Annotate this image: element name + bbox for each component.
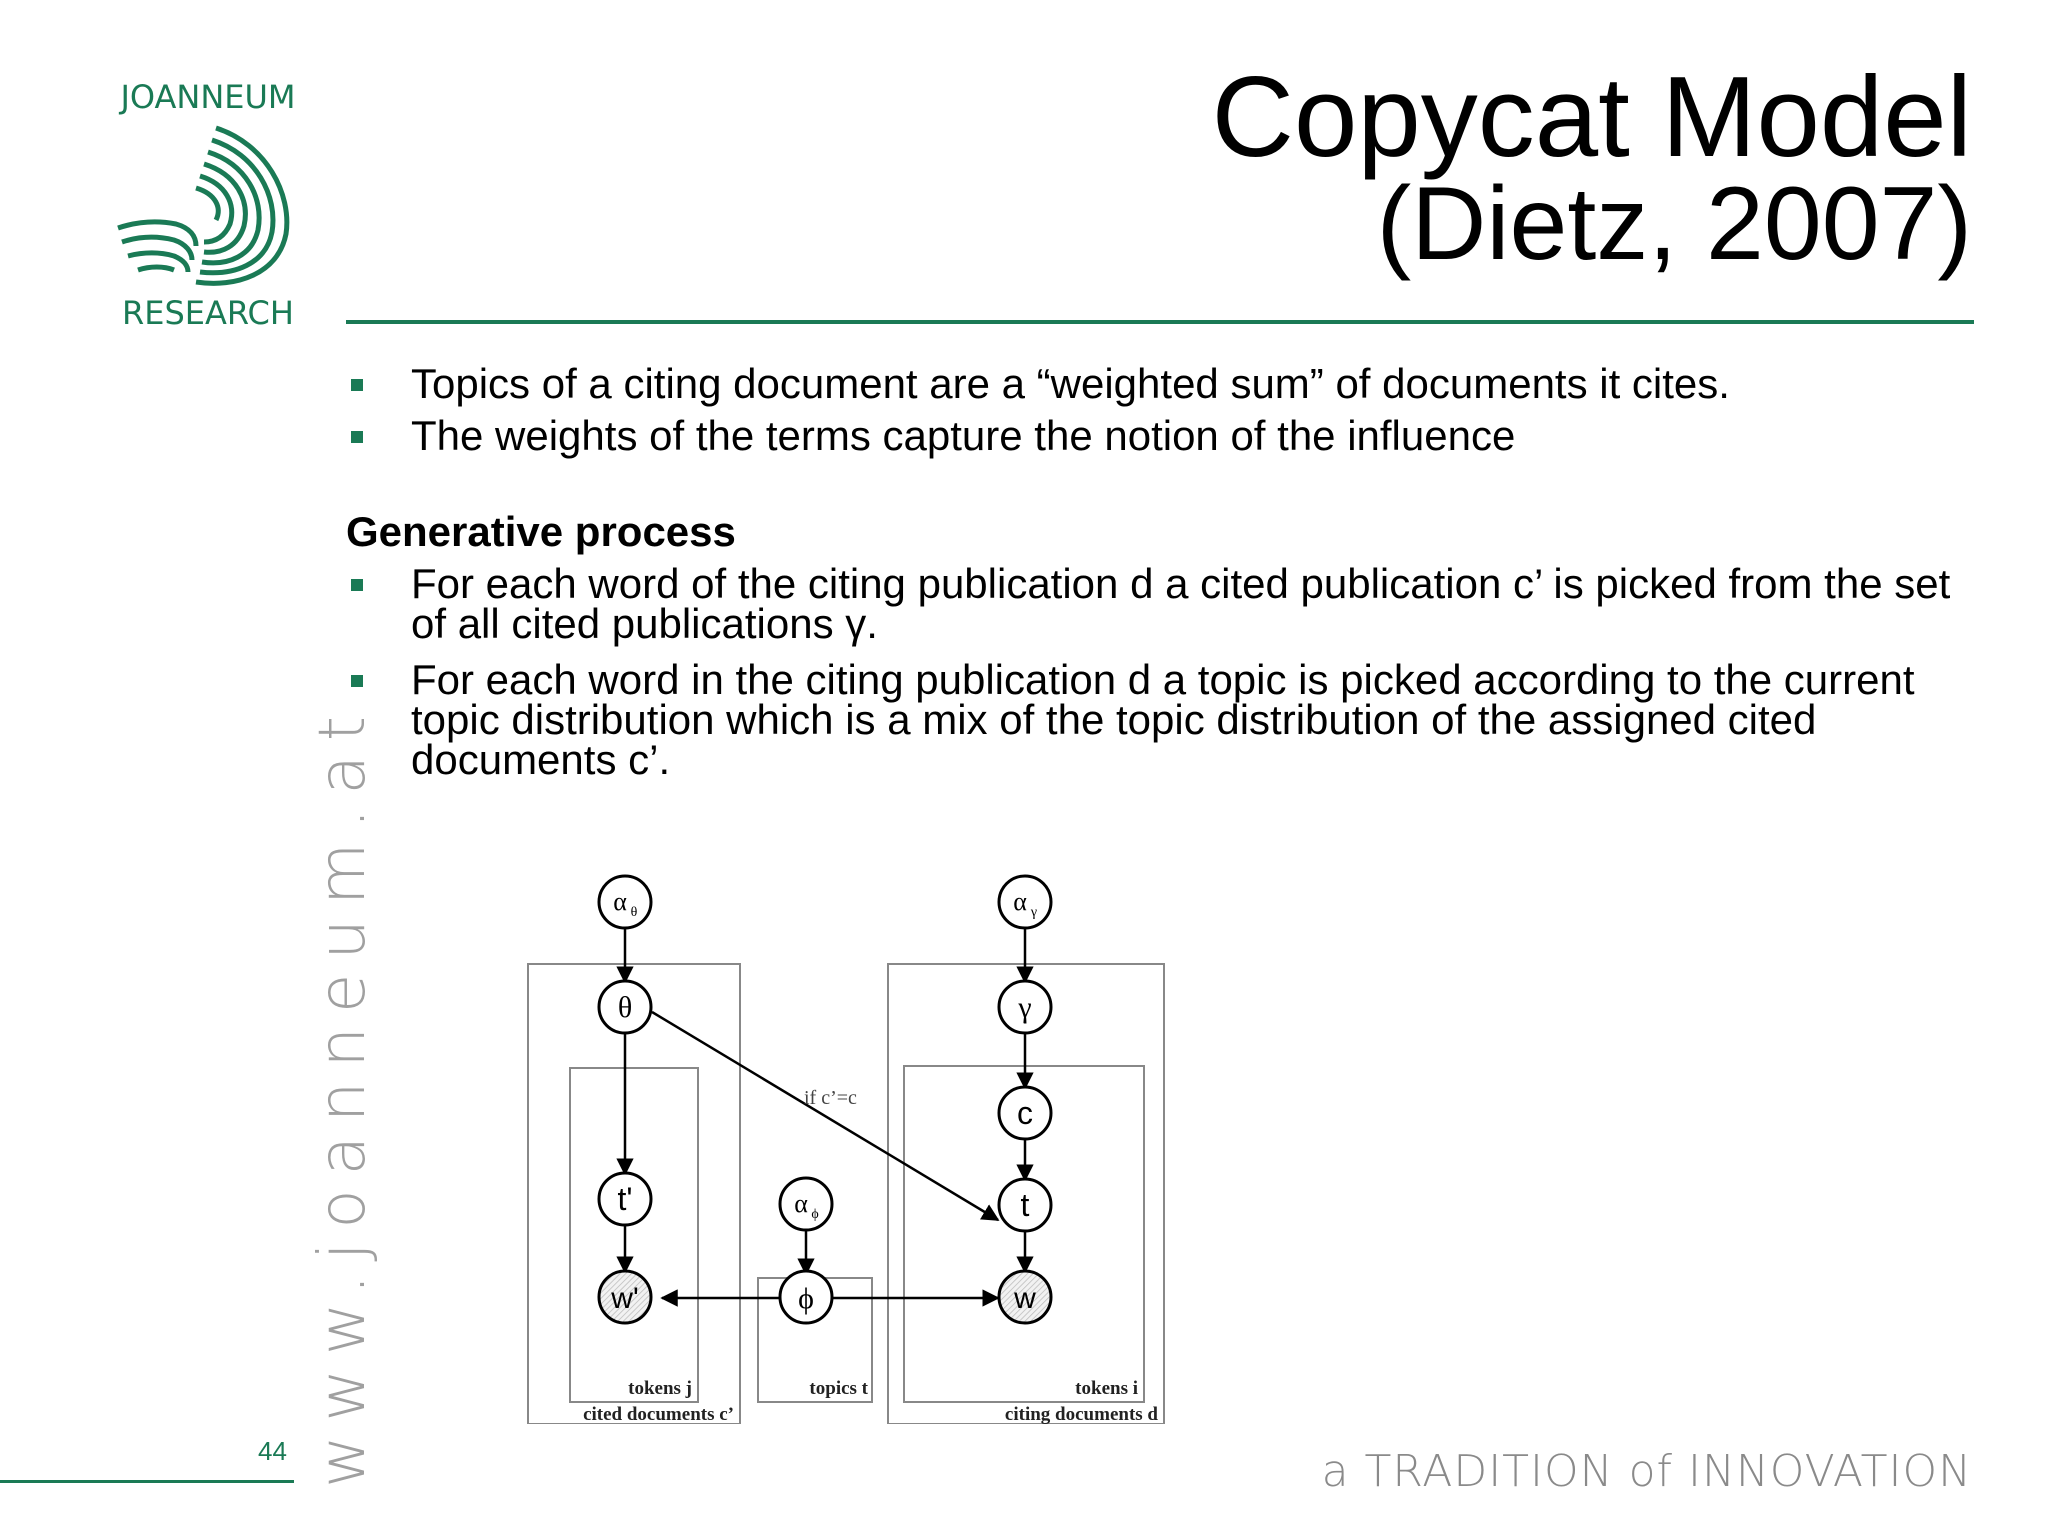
joanneum-logo: [108, 78, 308, 338]
diagram-edges: [625, 926, 1025, 1298]
bullet-square-icon: [351, 579, 363, 591]
bullet-item: [346, 412, 1986, 459]
bullet-item: [346, 656, 1986, 783]
side-url-text: www.joanneum.at: [306, 702, 380, 1488]
title-divider: [346, 320, 1974, 324]
node-c: [999, 1087, 1051, 1139]
bullet-text: The weights of the terms capture the notion of the influence: [411, 412, 1516, 459]
bullet-text: Topics of a citing document are a “weighted sum” of documents it cites.: [411, 360, 1730, 407]
svg-text:w: w: [1014, 1282, 1036, 1315]
plate-tokens-j: [570, 1068, 698, 1402]
plate-label-tokens-i: tokens i: [1075, 1378, 1138, 1399]
svg-text:ϕ: ϕ: [811, 1207, 819, 1222]
bullet-text: For each word in the citing publication d a topic is picked according to the current topic distribution which is a mix of the topic distribution of the assigned cited documents c’.: [411, 656, 1915, 783]
node-gamma: [999, 981, 1051, 1033]
node-w: [999, 1271, 1051, 1323]
bullet-square-icon: [351, 379, 363, 391]
svg-text:θ: θ: [630, 905, 638, 920]
node-w-prime: [599, 1271, 651, 1323]
logo-wave-icon: [116, 124, 302, 292]
plate-label-citing-documents: citing documents d: [1004, 1404, 1158, 1424]
bullet-square-icon: [351, 675, 363, 687]
bullet-square-icon: [351, 431, 363, 443]
svg-text:α: α: [613, 887, 627, 916]
svg-text:c: c: [1017, 1095, 1033, 1131]
tagline: a TRADITION of INNOVATION: [1321, 1446, 1972, 1497]
plate-label-cited-documents: cited documents c’: [583, 1404, 734, 1424]
svg-text:θ: θ: [617, 991, 633, 1024]
title-line-2: (Dietz, 2007): [1376, 166, 1972, 282]
svg-text:t: t: [1020, 1187, 1030, 1223]
svg-text:γ: γ: [1018, 991, 1032, 1024]
edge-label-if-c: if c’=c: [804, 1087, 857, 1109]
svg-text:t': t': [617, 1181, 633, 1217]
logo-top-text: JOANNEUM: [120, 78, 296, 116]
node-alpha-theta: [599, 876, 651, 928]
bullet-item: [346, 360, 1986, 407]
section-heading: Generative process: [346, 508, 736, 555]
svg-text:ϕ: ϕ: [798, 1282, 814, 1315]
node-phi: [780, 1271, 832, 1323]
node-t: [999, 1179, 1051, 1231]
svg-text:α: α: [794, 1189, 808, 1218]
page-number: 44: [258, 1436, 287, 1466]
plate-label-tokens-j: tokens j: [628, 1378, 692, 1399]
svg-text:w': w': [611, 1282, 639, 1315]
slide-title: [1211, 54, 1972, 282]
node-alpha-gamma: [999, 876, 1051, 928]
bullet-item: [346, 560, 1986, 647]
svg-text:α: α: [1013, 887, 1027, 916]
bullet-text: For each word of the citing publication d a cited publication c’ is picked from the set of all cited publications γ.: [411, 560, 1951, 647]
copycat-model-diagram: [520, 864, 1180, 1424]
logo-bottom-text: RESEARCH: [122, 294, 294, 332]
svg-text:γ: γ: [1030, 905, 1038, 920]
node-t-prime: [599, 1173, 651, 1225]
slide-body: [346, 360, 1986, 792]
node-theta: [599, 981, 651, 1033]
plate-label-topics-t: topics t: [809, 1378, 868, 1399]
node-alpha-phi: [780, 1178, 832, 1230]
title-line-1: Copycat Model: [1211, 54, 1972, 181]
footer-divider: [0, 1480, 294, 1483]
